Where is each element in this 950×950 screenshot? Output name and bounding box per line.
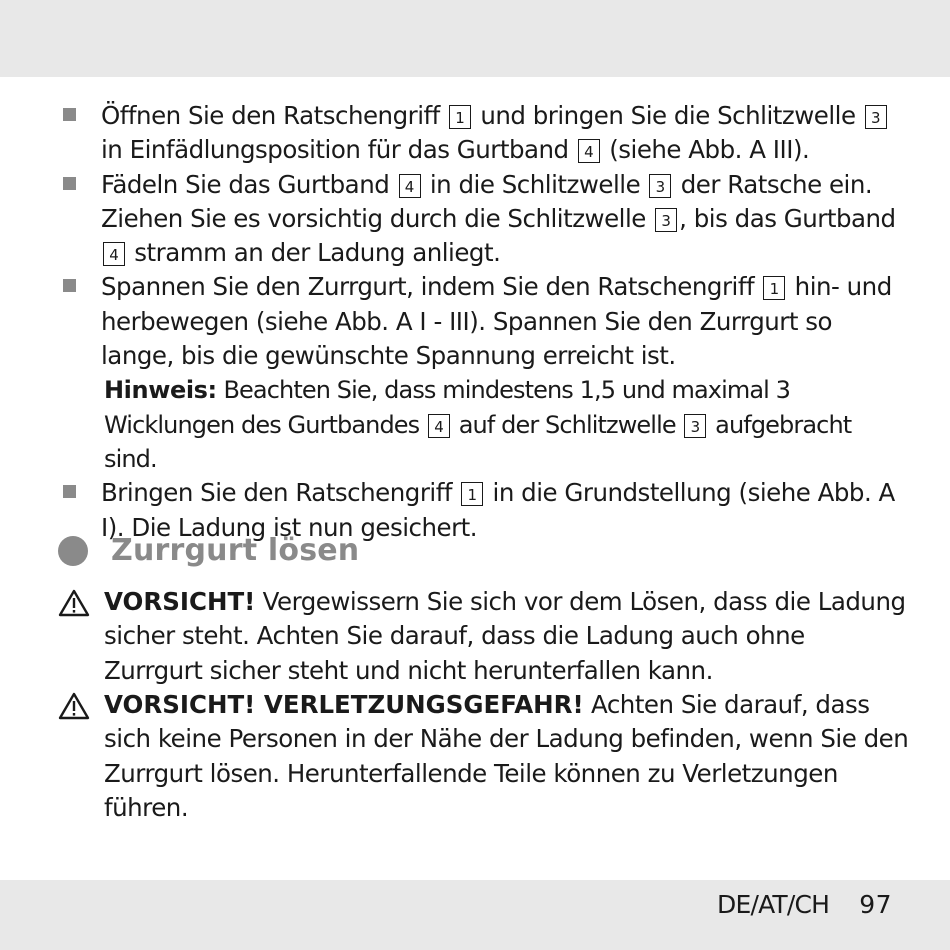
text-run: aufgebracht sind. <box>104 410 852 473</box>
reference-number-box: 3 <box>865 105 887 129</box>
square-bullet-icon <box>63 177 76 190</box>
warning-triangle-icon <box>58 692 90 720</box>
list-item <box>0 99 950 168</box>
text-run: und bringen Sie die Schlitzwelle <box>473 101 863 130</box>
reference-number-box: 4 <box>103 242 125 266</box>
page-footer <box>717 890 892 919</box>
text-run: auf der Schlitzwelle <box>452 410 683 439</box>
text-run: in die Grundstellung (siehe Abb. A I). Die Ladung ist nun gesichert. <box>101 478 895 542</box>
reference-number-box: 4 <box>399 174 421 198</box>
text-run: Beachten Sie, dass mindestens 1,5 und maximal 3 Wicklungen des Gurtbandes <box>104 376 791 439</box>
injury-warning-label: VORSICHT! VERLETZUNGSGEFAHR! <box>104 690 584 719</box>
circle-bullet-icon <box>58 536 88 566</box>
text-run: in Einfädlungsposition für das Gurtband <box>101 135 576 165</box>
injury-warning-notice <box>0 688 950 825</box>
hint-label: Hinweis: <box>104 376 217 405</box>
injury-warning-text: Achten Sie darauf, dass sich keine Personen in der Nähe der Ladung befinden, wenn Sie den Zurrgurt lösen. Herunterfallende Teile können zu Verletzungen führen. <box>104 690 909 822</box>
instruction-list <box>0 99 950 545</box>
text-run: stramm an der Ladung anliegt. <box>127 238 501 268</box>
list-item-text <box>101 270 910 373</box>
square-bullet-icon <box>63 108 76 121</box>
reference-number-box: 3 <box>655 208 677 232</box>
square-bullet-icon <box>63 485 76 498</box>
text-run: , bis das Gurtband <box>679 203 896 233</box>
section-heading <box>58 533 359 568</box>
square-bullet-icon <box>63 279 76 292</box>
reference-number-box: 4 <box>428 414 450 438</box>
text-run: Fädeln Sie das Gurtband <box>101 169 397 199</box>
reference-number-box: 3 <box>649 174 671 198</box>
reference-number-box: 4 <box>578 139 600 163</box>
text-run: der Ratsche ein. Ziehen Sie es vorsichtig durch die Schlitzwelle <box>101 169 873 233</box>
text-run: (siehe Abb. A III). <box>601 135 810 165</box>
caution-text: Vergewissern Sie sich vor dem Lösen, dass die Ladung sicher steht. Achten Sie darauf, dass die Ladung auch ohne Zurrgurt sicher steht und nicht herunterfallen kann. <box>104 587 906 685</box>
hint-note <box>101 373 910 476</box>
caution-notice <box>0 585 950 688</box>
list-item-text <box>101 168 910 271</box>
reference-number-box: 1 <box>763 276 785 300</box>
warning-triangle-icon <box>58 589 90 617</box>
caution-label: VORSICHT! <box>104 587 256 616</box>
page-number: 97 <box>859 890 892 919</box>
section-title: Zurrgurt lösen <box>111 533 360 568</box>
region-label: DE/AT/CH <box>717 890 830 919</box>
text-run: Spannen Sie den Zurrgurt, indem Sie den Ratschengriff <box>101 272 762 302</box>
text-run: Bringen Sie den Ratschengriff <box>101 478 460 508</box>
reference-number-box: 3 <box>684 414 706 438</box>
text-run: in die Schlitzwelle <box>422 169 648 199</box>
reference-number-box: 1 <box>449 105 471 129</box>
list-item <box>0 270 950 476</box>
text-run: hin- und herbewegen (siehe Abb. A I - III). Spannen Sie den Zurrgurt so lange, bis die gewünschte Spannung erreicht ist. <box>101 272 892 371</box>
text-run: Öffnen Sie den Ratschengriff <box>101 101 448 130</box>
list-item-text <box>101 99 910 168</box>
reference-number-box: 1 <box>461 482 483 506</box>
page-header-band <box>0 0 950 77</box>
list-item <box>0 168 950 271</box>
